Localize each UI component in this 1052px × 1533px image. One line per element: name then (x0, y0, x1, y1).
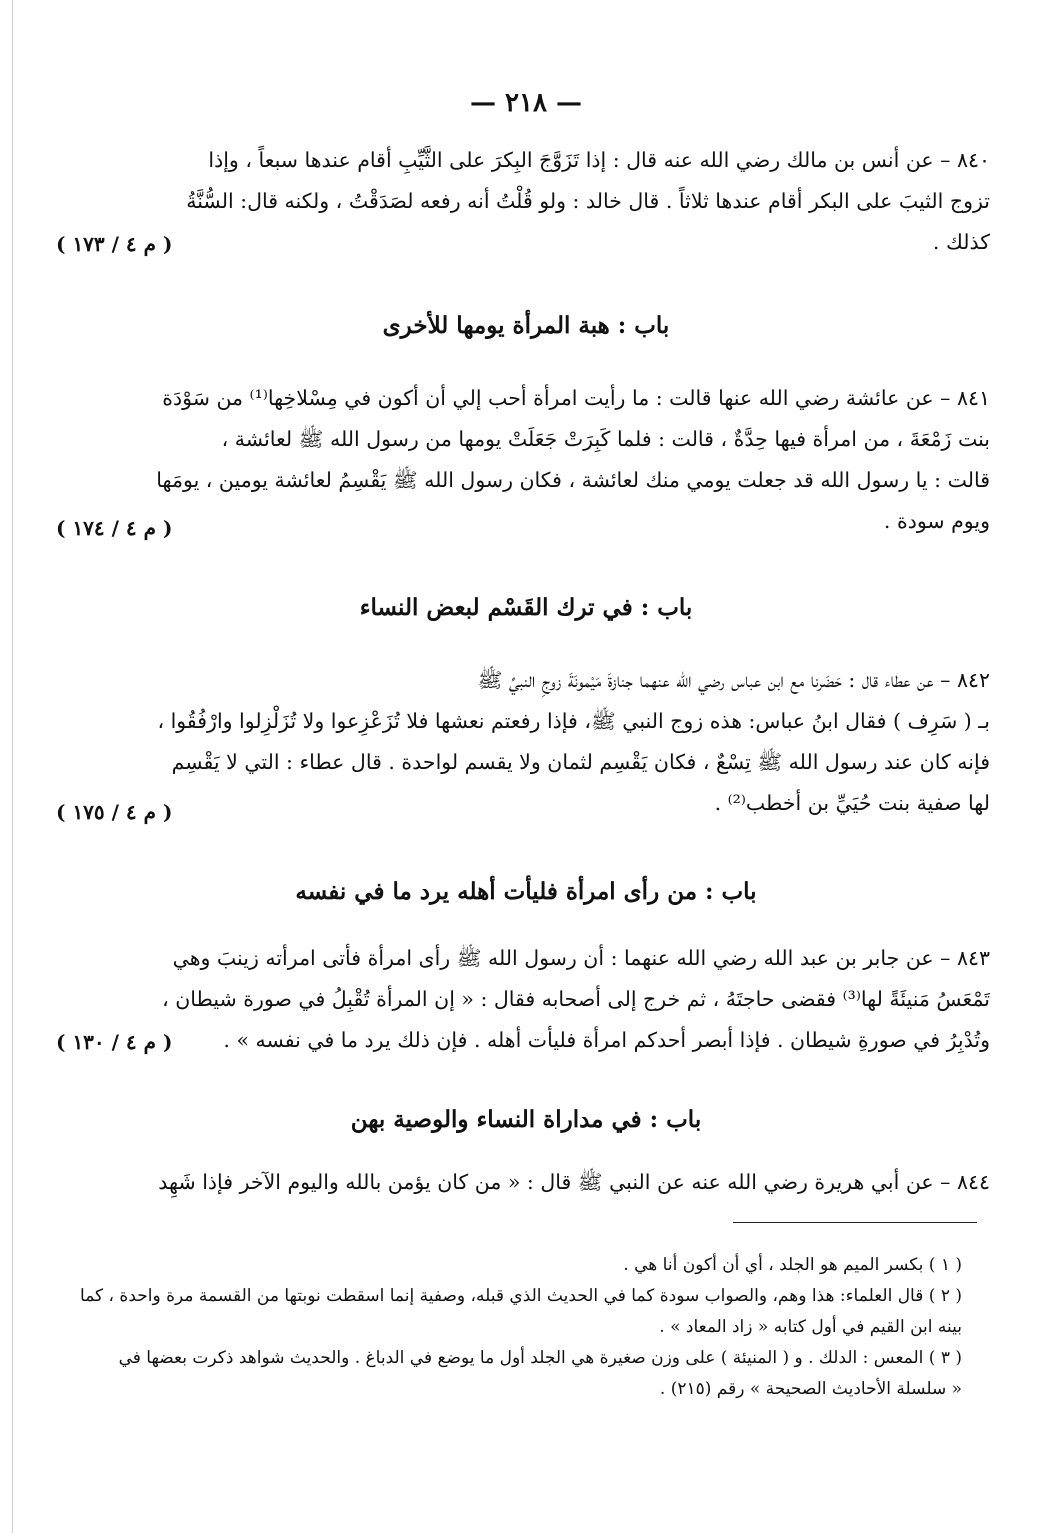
footnote-line: « سلسلة الأحاديث الصحيحة » رقم (٢١٥) . (659, 1379, 962, 1399)
chapter-heading: باب : من رأى امرأة فليأت أهله يرد ما في نفسه (295, 878, 757, 905)
hadith-line: قالت : يا رسول الله قد جعلت يومي منك لعائشة ، فكان رسول الله ﷺ يَقْسِمُ لعائشة يومين ، يومَها (156, 468, 990, 492)
footnotes (38, 1250, 962, 1405)
hadith-841 (38, 378, 990, 542)
hadith-line: كذلك . (932, 230, 990, 254)
hadith-line: بنت زَمْعَةَ ، من امرأة فيها حِدَّةٌ ، قالت : فلما كَبِرَتْ جَعَلَتْ يومها من رسول الله ﷺ لعائشة ، (221, 427, 990, 451)
hadith-840 (38, 140, 990, 263)
hadith-line: ٨٤٠ – عن أنس بن مالك رضي الله عنه قال : إذا تَزَوَّجَ البِكرَ على الثَّيِّبِ أقام عندها سبعاً ، وإذا (208, 148, 990, 172)
footnote-line: بينه ابن القيم في أول كتابه « زاد المعاد » . (659, 1317, 962, 1337)
source-reference: ( م ٤ / ١٧٥ ) (56, 800, 173, 824)
chapter-heading: باب : في مداراة النساء والوصية بهن (350, 1106, 702, 1133)
hadith-line: ٨٤٢ – عن عطاء قال : حَضَرنا مع ابن عباس رضي الله عنهما جنازةَ مَيْمونَةَ زوجِ النبيِّ ﷺ (477, 668, 990, 692)
hadith-843 (38, 938, 990, 1061)
hadith-line: فإنه كان عند رسول الله ﷺ تِسْعٌ ، فكان يَقْسِم لثمان ولا يقسم لواحدة . قال عطاء : التي لا يَقْسِم (171, 750, 990, 774)
hadith-842 (38, 660, 990, 824)
footnote-separator (733, 1222, 977, 1223)
footnote-line: ( ٣ ) المعس : الدلك . و ( المنيئة ) على وزن صغيرة هي الجلد أول ما يوضع في الدباغ . والحديث شواهد ذكرت بعضها في (118, 1348, 962, 1368)
hadith-line: بـ ( سَرِف ) فقال ابنُ عباس: هذه زوج النبي ﷺ، فإذا رفعتم نعشها فلا تُزَعْزِعوا ولا تُزَلْزِلوا وارْفُقُوا ، (157, 709, 990, 733)
source-reference: ( م ٤ / ١٣٠ ) (56, 1030, 173, 1054)
footnote-line: ( ٢ ) قال العلماء: هذا وهم، والصواب سودة كما في الحديث الذي قبله، وصفية إنما اسقطت نوبتها من القسمة مرة واحدة ، كما (80, 1286, 962, 1306)
hadith-line: ٨٤٤ – عن أبي هريرة رضي الله عنه عن النبي ﷺ قال : « من كان يؤمن بالله واليوم الآخر فإذا شَهِد (158, 1170, 990, 1194)
hadith-line: تزوج الثيبَ على البكر أقام عندها ثلاثاً . قال خالد : ولو قُلْتُ أنه رفعه لصَدَقْتُ ، ولكنه قال: السُّنَّةُ (186, 189, 990, 213)
source-reference: ( م ٤ / ١٧٣ ) (56, 232, 173, 256)
footnote-line: ( ١ ) بكسر الميم هو الجلد ، أي أن أكون أنا هي . (623, 1255, 962, 1275)
source-reference: ( م ٤ / ١٧٤ ) (56, 516, 173, 540)
hadith-line: ٨٤٣ – عن جابر بن عبد الله رضي الله عنهما : أن رسول الله ﷺ رأى امرأة فأتى امرأته زينبَ وهي (172, 946, 990, 970)
hadith-line: ويوم سودة . (883, 509, 990, 533)
hadith-line: لها صفية بنت حُيَيِّ بن أخطب⁽²⁾ . (714, 791, 990, 815)
chapter-heading: باب : في ترك القَسْم لبعض النساء (359, 594, 693, 621)
page-number: — ٢١٨ — (469, 88, 583, 118)
hadith-line: ٨٤١ – عن عائشة رضي الله عنها قالت : ما رأيت امرأة أحب إلي أن أكون في مِسْلاخِها⁽¹⁾ من سَوْدَة (162, 386, 990, 410)
hadith-line: وتُدْبِرُ في صورةِ شيطان . فإذا أبصر أحدكم امرأة فليأت أهله . فإن ذلك يرد ما في نفسه » . (223, 1028, 990, 1052)
hadith-line: تَمْعَسُ مَنيئَةً لها⁽³⁾ فقضى حاجتَهُ ، ثم خرج إلى أصحابه فقال : « إن المرأة تُقْبِلُ في صورة شيطان ، (162, 987, 990, 1011)
hadith-844 (38, 1162, 990, 1203)
chapter-heading: باب : هبة المرأة يومها للأخرى (382, 312, 670, 339)
scan-edge-line (12, 0, 13, 1533)
